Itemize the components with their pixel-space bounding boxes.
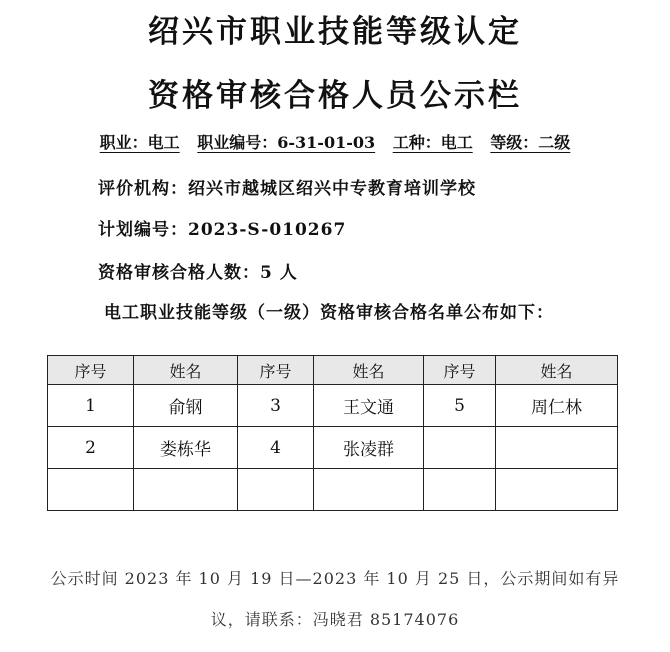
table-cell [496,427,618,469]
table-cell: 2 [48,427,134,469]
qualified-roster-table [47,355,618,511]
column-header: 姓名 [314,356,424,385]
table-cell [238,469,314,511]
table-cell: 张凌群 [314,427,424,469]
table-row [48,385,618,427]
occupation-info-line [0,130,670,153]
column-header: 姓名 [134,356,238,385]
column-header: 姓名 [496,356,618,385]
contact-text: 议，请联系：冯晓君 85174076 [210,610,460,629]
table-header-row [48,356,618,385]
table-cell [314,469,424,511]
level-text: 等级：二级 [490,133,571,152]
page-title-line2: 资格审核合格人员公示栏 [148,78,522,114]
trade-text: 工种：电工 [392,133,473,152]
table-cell: 5 [424,385,496,427]
table-cell [134,469,238,511]
occupation-code-text: 职业编号：6-31-01-03 [197,133,376,152]
column-header: 序号 [48,356,134,385]
table-cell [424,469,496,511]
table-cell: 1 [48,385,134,427]
table-cell: 俞钢 [134,385,238,427]
table-cell [424,427,496,469]
table-row [48,427,618,469]
table-cell: 王文通 [314,385,424,427]
occupation-text: 职业：电工 [99,133,180,152]
agency-text: 评价机构：绍兴市越城区绍兴中专教育培训学校 [98,179,476,199]
column-header: 序号 [424,356,496,385]
qualified-count-text: 资格审核合格人数：5 人 [98,263,298,283]
column-header: 序号 [238,356,314,385]
list-intro-text: 电工职业技能等级（一级）资格审核合格名单公布如下： [104,303,554,323]
table-cell: 娄栋华 [134,427,238,469]
table-cell [48,469,134,511]
table-row [48,469,618,511]
page-title-line1: 绍兴市职业技能等级认定 [148,14,522,50]
table-cell: 3 [238,385,314,427]
table-cell: 4 [238,427,314,469]
table-cell: 周仁林 [496,385,618,427]
plan-number-text: 计划编号：2023-S-010267 [98,220,347,240]
notice-period-text: 公示时间 2023 年 10 月 19 日—2023 年 10 月 25 日，公示期间如有异 [50,569,620,588]
table-cell [496,469,618,511]
